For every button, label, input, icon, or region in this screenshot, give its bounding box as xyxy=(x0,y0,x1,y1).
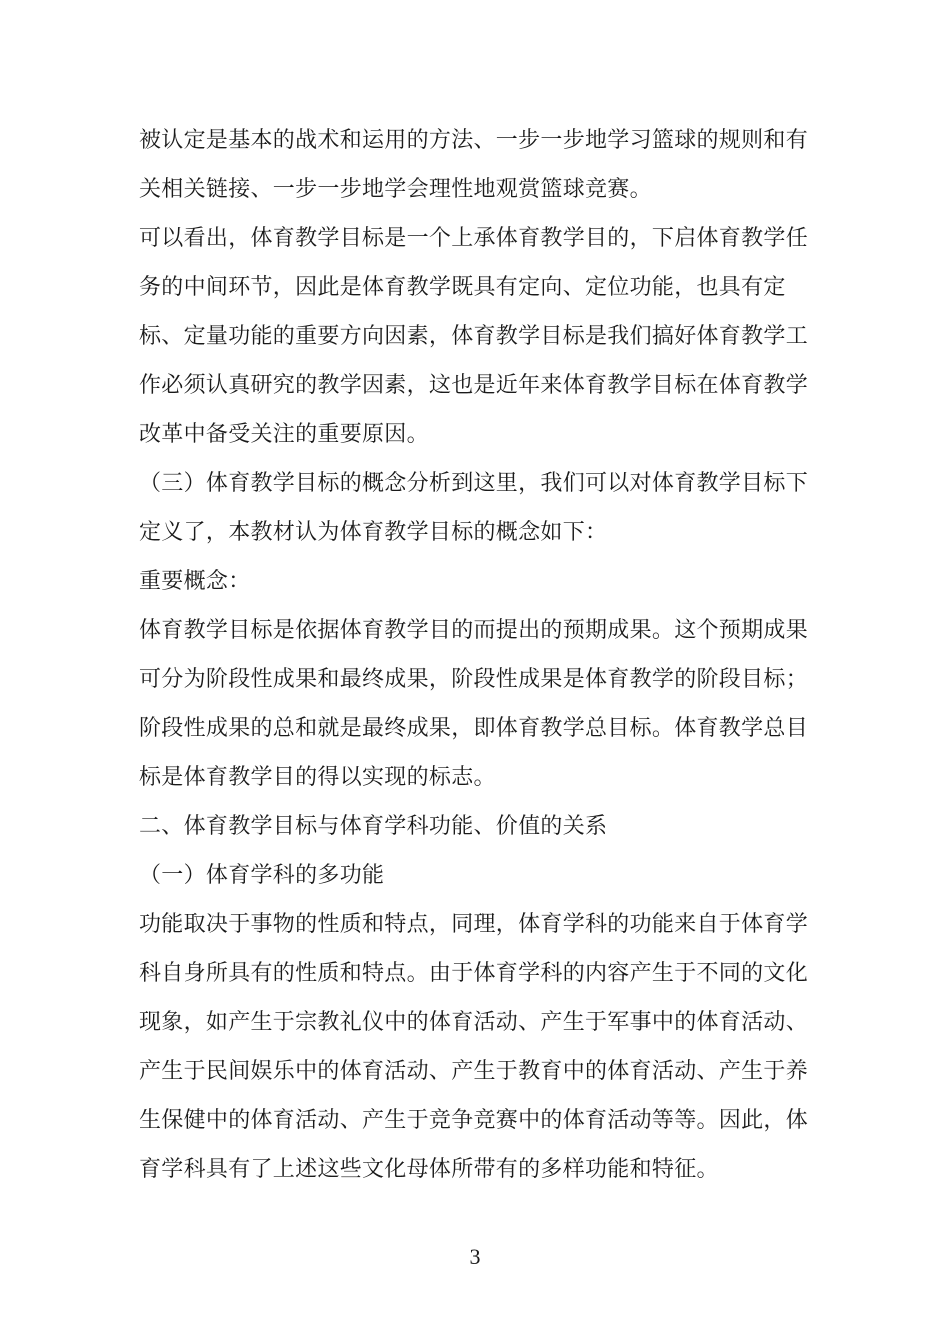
paragraph-key-concept-label: 重要概念： xyxy=(139,569,251,594)
document-body xyxy=(139,116,829,1194)
paragraph-multi-function: 功能取决于事物的性质和特点，同理，体育学科的功能来自于体育学科自身所具有的性质和特点。由于体育学科的内容产生于不同的文化现象，如产生于宗教礼仪中的体育活动、产生于军事中的体育活动、产生于民间娱乐中的体育活动、产生于教育中的体育活动、产生于养生保健中的体育活动、产生于竞争竞赛中的体育活动等等。因此，体育学科具有了上述这些文化母体所带有的多样功能和特征。 xyxy=(139,912,809,1182)
paragraph-key-concept: 体育教学目标是依据体育教学目的而提出的预期成果。这个预期成果可分为阶段性成果和最终成果，阶段性成果是体育教学的阶段目标；阶段性成果的总和就是最终成果，即体育教学总目标。体育教学总目标是体育教学目的得以实现的标志。 xyxy=(139,618,809,790)
page-number: 3 xyxy=(469,1244,481,1269)
section-heading-two: 二、体育教学目标与体育学科功能、价值的关系 xyxy=(139,814,608,839)
paragraph-basketball-skills: 被认定是基本的战术和运用的方法、一步一步地学习篮球的规则和有关相关链接、一步一步地学会理性地观赏篮球竞赛。 xyxy=(139,128,809,202)
subsection-heading-one: （一）体育学科的多功能 xyxy=(139,863,385,888)
paragraph-definition-intro: （三）体育教学目标的概念分析到这里，我们可以对体育教学目标下定义了，本教材认为体育教学目标的概念如下： xyxy=(139,471,809,545)
paragraph-goal-role: 可以看出，体育教学目标是一个上承体育教学目的，下启体育教学任务的中间环节，因此是体育教学既具有定向、定位功能，也具有定标、定量功能的重要方向因素，体育教学目标是我们搞好体育教学工作必须认真研究的教学因素，这也是近年来体育教学目标在体育教学改革中备受关注的重要原因。 xyxy=(139,226,809,447)
